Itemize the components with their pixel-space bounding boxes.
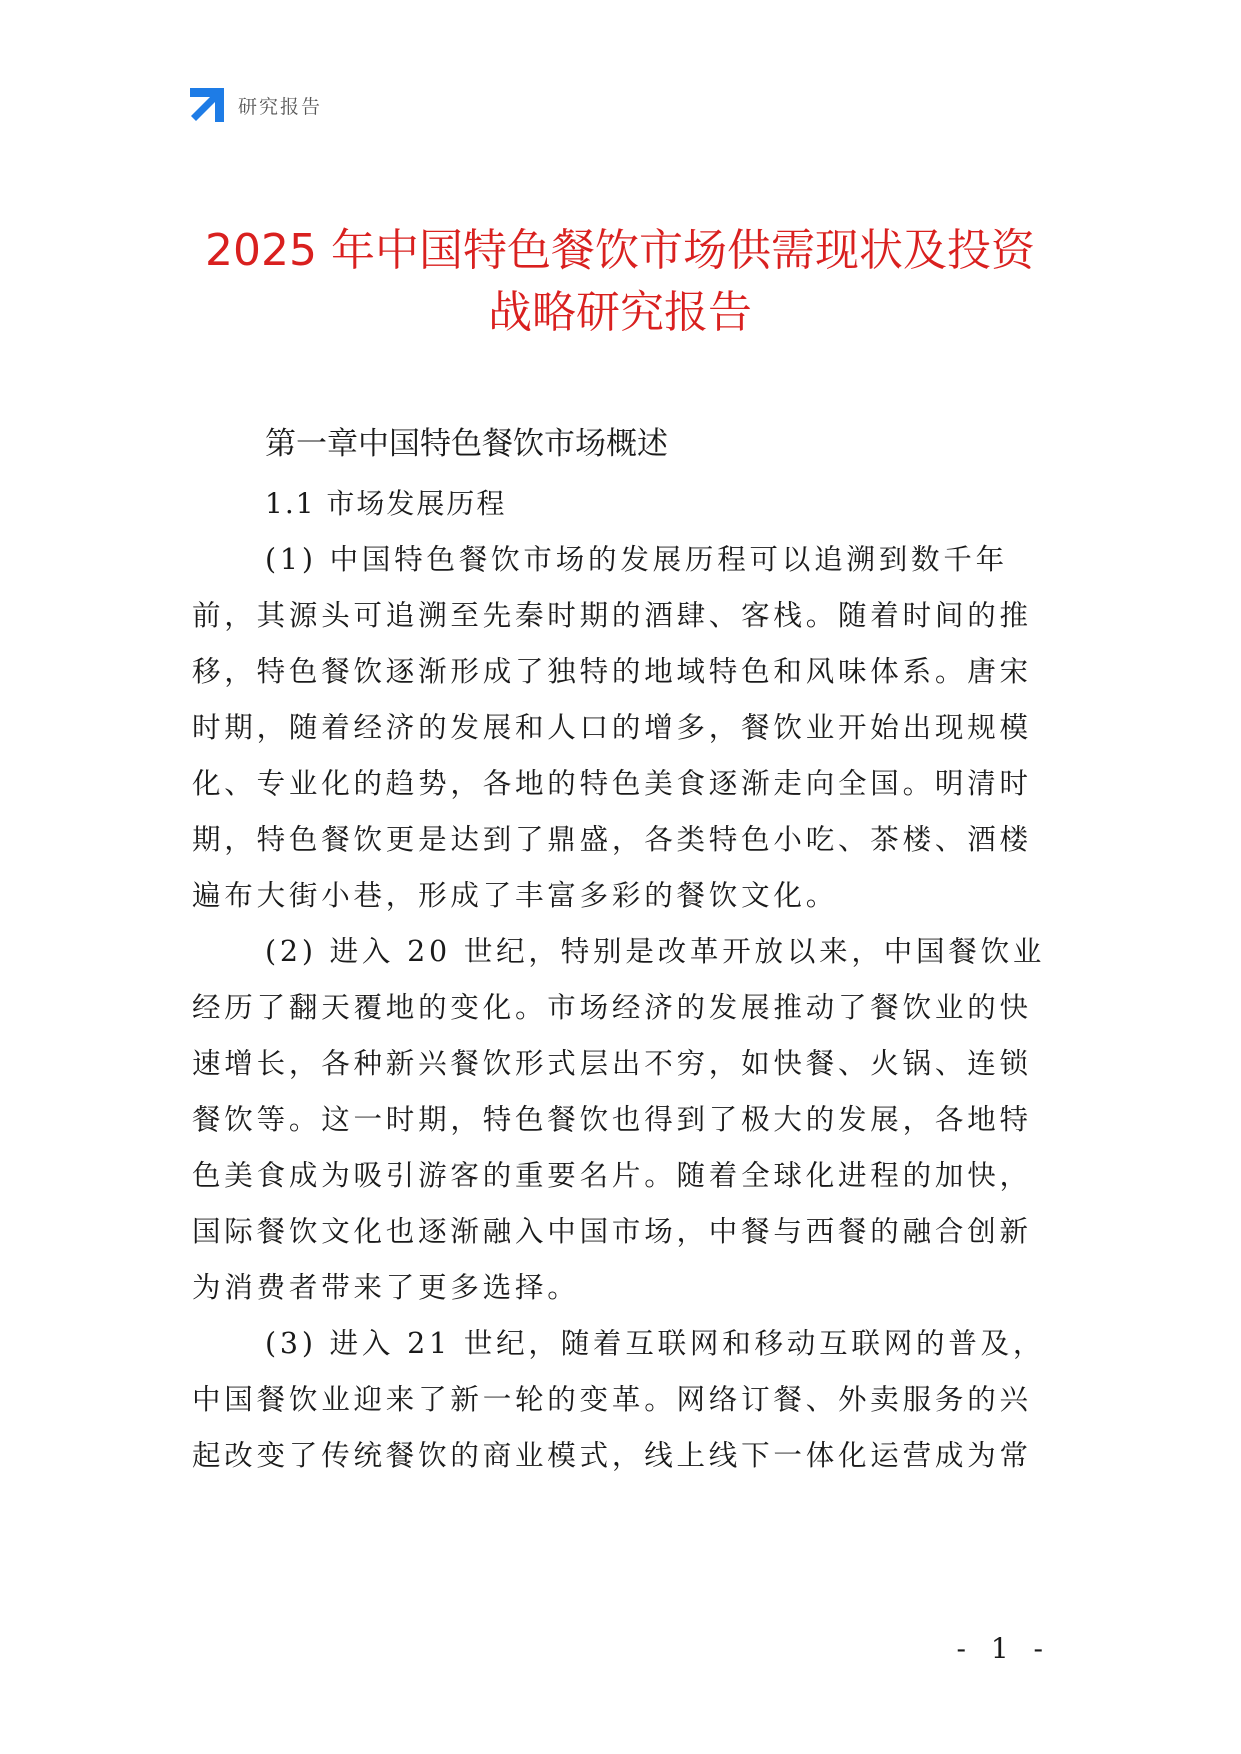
paragraph-1-line-6: 期，特色餐饮更是达到了鼎盛，各类特色小吃、茶楼、酒楼 (192, 823, 1032, 856)
paragraph-2-line-4: 餐饮等。这一时期，特色餐饮也得到了极大的发展，各地特 (192, 1103, 1032, 1136)
paragraph-1-line-1: (1) 中国特色餐饮市场的发展历程可以追溯到数千年 (265, 543, 1008, 576)
paragraph-1-line-3: 移，特色餐饮逐渐形成了独特的地域特色和风味体系。唐宋 (192, 655, 1032, 688)
paragraph-2-line-2: 经历了翻天覆地的变化。市场经济的发展推动了餐饮业的快 (192, 991, 1032, 1024)
paragraph-1-line-7: 遍布大街小巷，形成了丰富多彩的餐饮文化。 (192, 879, 839, 912)
page-number: - 1 - (956, 1632, 1051, 1665)
paragraph-1-line-2: 前，其源头可追溯至先秦时期的酒肆、客栈。随着时间的推 (192, 599, 1032, 632)
paragraph-3-line-2: 中国餐饮业迎来了新一轮的变革。网络订餐、外卖服务的兴 (192, 1383, 1032, 1416)
arrow-up-right-icon (190, 88, 224, 122)
paragraph-2-line-5: 色美食成为吸引游客的重要名片。随着全球化进程的加快， (192, 1159, 1032, 1192)
title-line-1: 2025 年中国特色餐饮市场供需现状及投资 (205, 225, 1035, 276)
paragraph-2-line-1: (2) 进入 20 世纪，特别是改革开放以来，中国餐饮业 (265, 935, 1046, 968)
document-title (130, 220, 1110, 344)
section-heading: 1.1 市场发展历程 (265, 487, 507, 520)
paragraph-3-line-1: (3) 进入 21 世纪，随着互联网和移动互联网的普及， (265, 1327, 1046, 1360)
paragraph-2-line-7: 为消费者带来了更多选择。 (192, 1271, 580, 1304)
paragraph-1-line-4: 时期，随着经济的发展和人口的增多，餐饮业开始出现规模 (192, 711, 1032, 744)
header-label: 研究报告 (238, 95, 323, 118)
title-line-2: 战略研究报告 (488, 287, 752, 338)
page-header (190, 88, 322, 122)
paragraph-1-line-5: 化、专业化的趋势，各地的特色美食逐渐走向全国。明清时 (192, 767, 1032, 800)
paragraph-2-line-6: 国际餐饮文化也逐渐融入中国市场，中餐与西餐的融合创新 (192, 1215, 1032, 1248)
paragraph-3-line-3: 起改变了传统餐饮的商业模式，线上线下一体化运营成为常 (192, 1439, 1032, 1472)
paragraph-2-line-3: 速增长，各种新兴餐饮形式层出不穷，如快餐、火锅、连锁 (192, 1047, 1032, 1080)
chapter-heading: 第一章中国特色餐饮市场概述 (265, 426, 668, 462)
